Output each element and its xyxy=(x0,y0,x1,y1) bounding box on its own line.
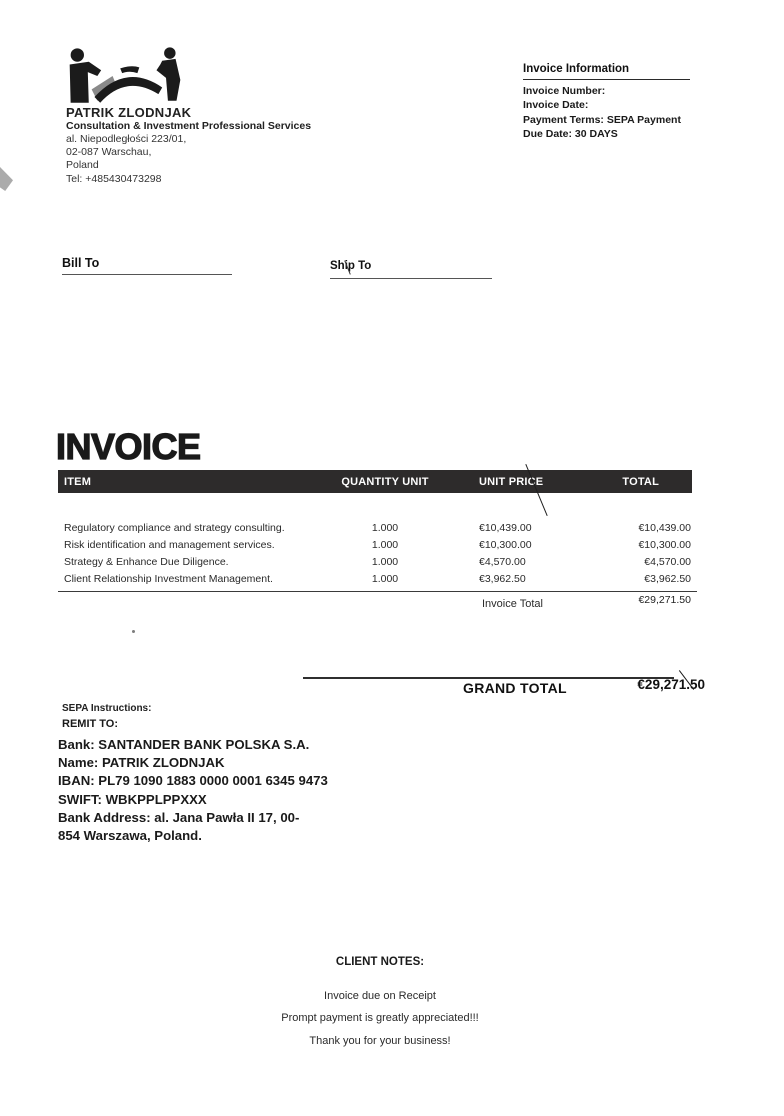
item-unit-price: €4,570.00 xyxy=(479,555,526,568)
item-total: €10,439.00 xyxy=(638,522,691,535)
invoice-total-label: Invoice Total xyxy=(482,598,543,610)
invoice-information-fields xyxy=(523,84,690,142)
scan-artifact-dot xyxy=(132,630,135,633)
column-header-unit-price: UNIT PRICE xyxy=(479,475,544,488)
ship-to-label: Ship To xyxy=(330,260,372,272)
item-total: €10,300.00 xyxy=(638,539,691,552)
bill-to-label: Bill To xyxy=(62,256,100,270)
column-header-item: ITEM xyxy=(64,475,92,488)
sepa-instructions-heading: SEPA Instructions: xyxy=(62,703,152,714)
remit-to-heading: REMIT TO: xyxy=(62,718,119,730)
table-header-row xyxy=(58,470,692,493)
invoice-date-field: Invoice Date: xyxy=(523,99,589,112)
table-body xyxy=(58,520,692,587)
item-description: Strategy & Enhance Due Diligence. xyxy=(64,555,229,568)
table-row xyxy=(58,537,692,554)
table-row xyxy=(58,520,692,537)
company-tagline: Consultation & Investment Professional Services xyxy=(66,120,312,132)
item-description: Risk identification and management services. xyxy=(64,539,275,552)
item-quantity: 1.000 xyxy=(371,572,399,585)
payment-terms-field: Payment Terms: SEPA Payment xyxy=(523,113,681,126)
address-line-3: Poland xyxy=(66,159,99,172)
invoice-total-value: €29,271.50 xyxy=(638,594,691,606)
item-unit-price: €3,962.50 xyxy=(479,572,526,585)
item-unit-price: €10,439.00 xyxy=(479,522,532,535)
table-row xyxy=(58,554,692,571)
item-description: Client Relationship Investment Management. xyxy=(64,572,273,585)
ship-to-underline xyxy=(330,278,492,279)
bill-to-underline xyxy=(62,274,232,275)
item-quantity: 1.000 xyxy=(371,555,399,568)
account-name-line: Name: PATRIK ZLODNJAK xyxy=(58,755,225,771)
item-description: Regulatory compliance and strategy consulting. xyxy=(64,522,285,535)
table-row xyxy=(58,570,692,587)
bank-address-line-1: Bank Address: al. Jana Pawła II 17, 00- xyxy=(58,809,300,825)
address-line-1: al. Niepodległości 223/01, xyxy=(66,133,187,145)
bank-address-line-2: 854 Warszawa, Poland. xyxy=(58,828,202,844)
scan-artifact-edge-smudge xyxy=(0,167,13,191)
grand-total-label: GRAND TOTAL xyxy=(463,680,567,696)
grand-total-divider xyxy=(303,677,674,679)
grand-total-value: €29,271.50 xyxy=(637,677,705,692)
address-line-2: 02-087 Warschau, xyxy=(66,146,152,159)
company-name: PATRIK ZLODNJAK xyxy=(66,105,192,120)
item-total: €4,570.00 xyxy=(644,555,691,568)
item-unit-price: €10,300.00 xyxy=(479,539,532,552)
client-notes-heading: CLIENT NOTES: xyxy=(335,956,425,968)
item-quantity: 1.000 xyxy=(371,539,399,552)
column-header-quantity-unit: QUANTITY UNIT xyxy=(341,475,429,488)
item-total: €3,962.50 xyxy=(644,572,691,585)
column-header-total: TOTAL xyxy=(622,475,659,488)
bank-name-line: Bank: SANTANDER BANK POLSKA S.A. xyxy=(58,737,310,752)
swift-line: SWIFT: WBKPPLPPXXX xyxy=(58,791,207,807)
company-logo xyxy=(63,47,187,105)
client-note-line: Thank you for your business! xyxy=(309,1035,451,1047)
table-total-divider xyxy=(58,591,697,592)
invoice-heading: INVOICE xyxy=(56,426,201,467)
company-address xyxy=(66,133,186,186)
invoice-information-panel xyxy=(523,63,690,142)
company-phone: Tel: +485430473298 xyxy=(66,172,162,185)
iban-line: IBAN: PL79 1090 1883 0000 0001 6345 9473 xyxy=(58,773,328,789)
item-quantity: 1.000 xyxy=(371,522,399,535)
bank-details xyxy=(58,736,328,845)
due-date-field: Due Date: 30 DAYS xyxy=(523,128,618,141)
client-note-line: Prompt payment is greatly appreciated!!! xyxy=(281,1012,479,1024)
client-note-line: Invoice due on Receipt xyxy=(324,990,436,1002)
invoice-number-field: Invoice Number: xyxy=(523,85,606,97)
invoice-information-title: Invoice Information xyxy=(523,63,690,80)
